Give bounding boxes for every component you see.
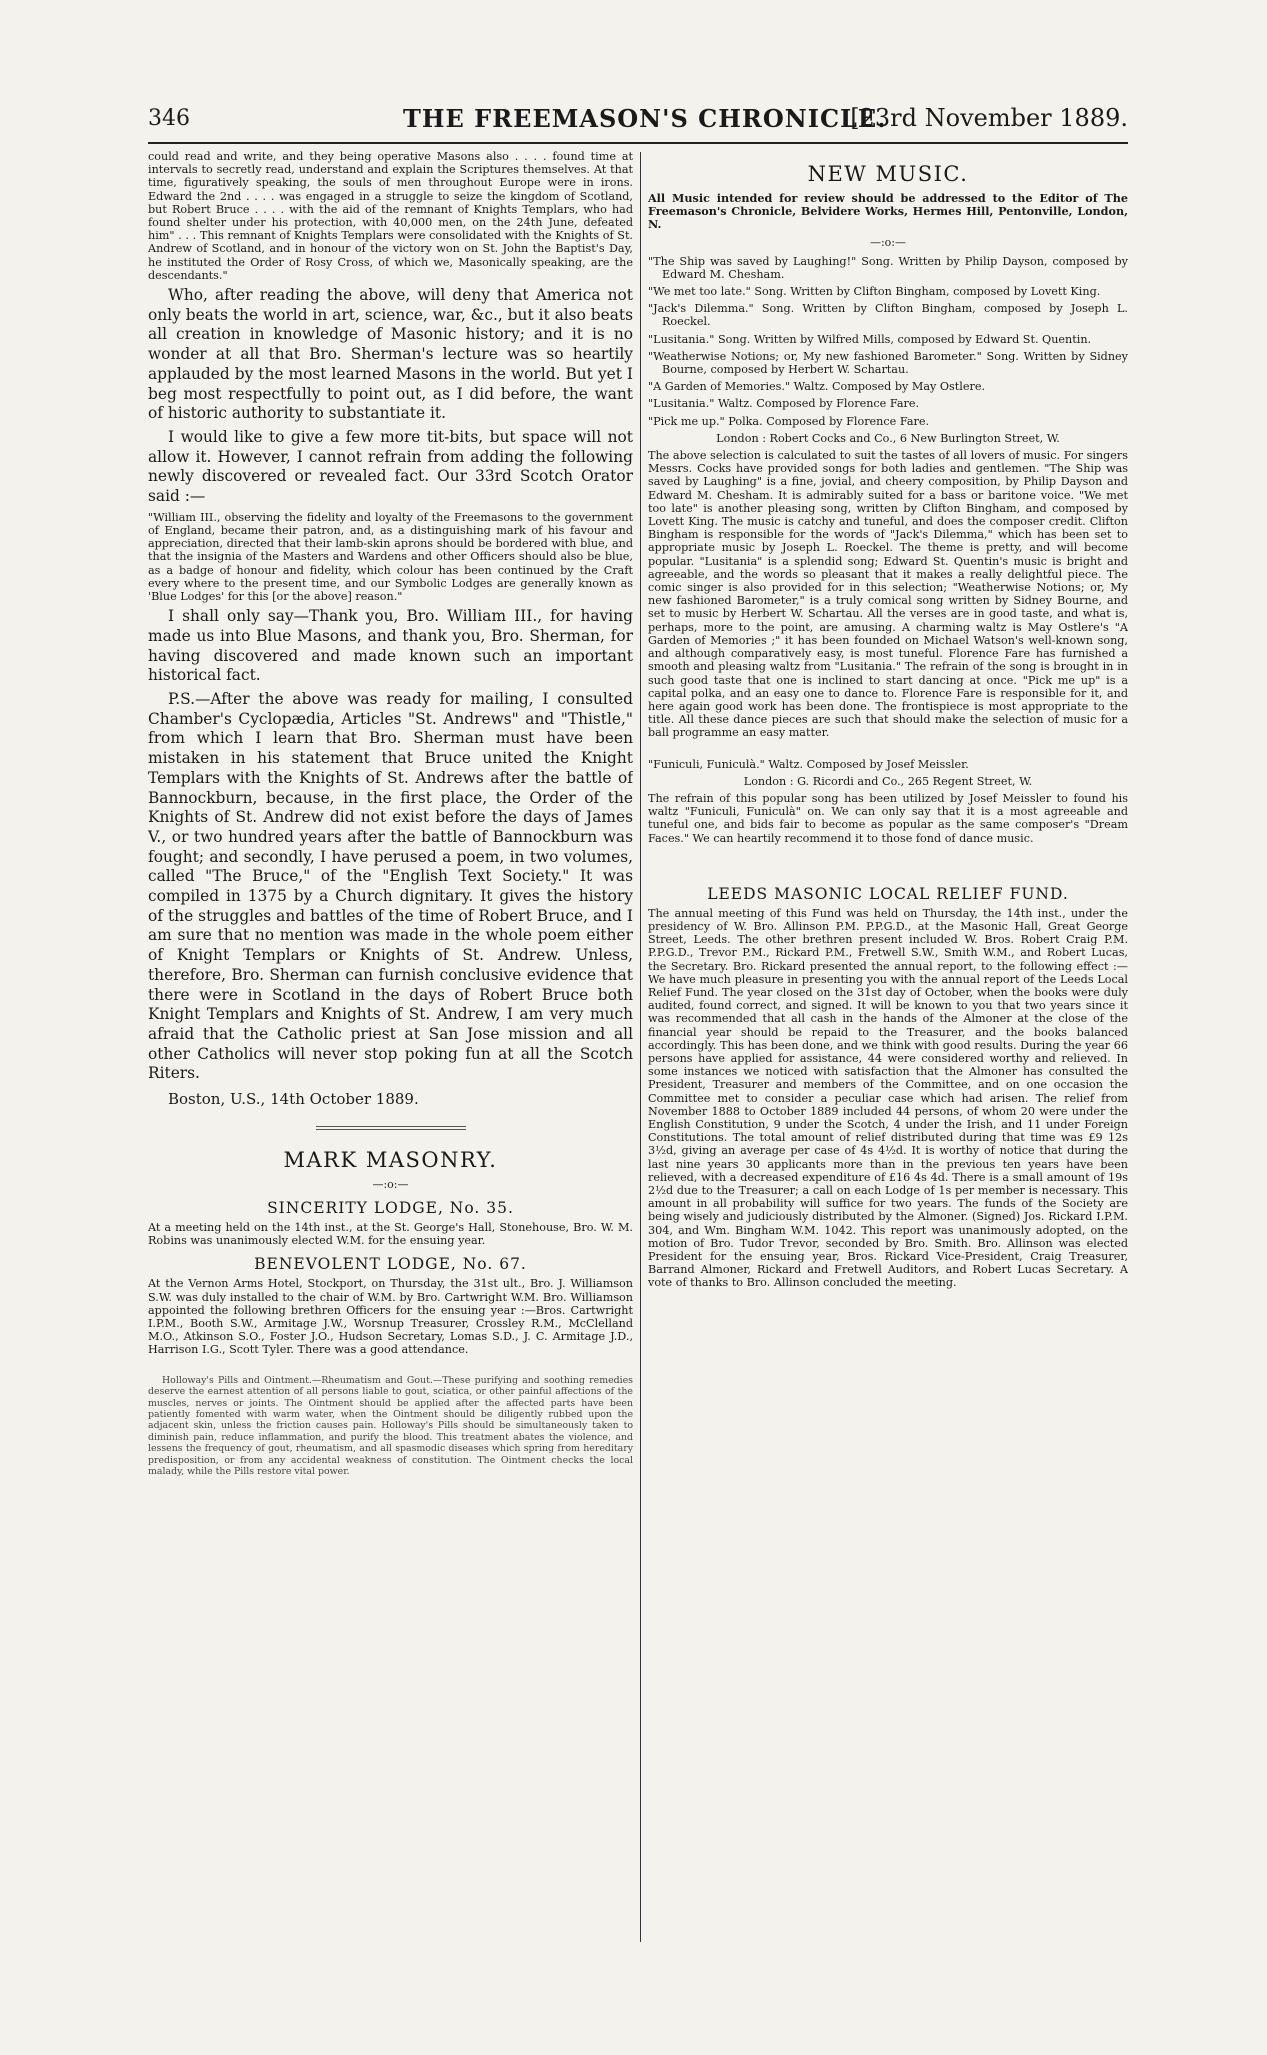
lodge-heading-sincerity: SINCERITY LODGE, No. 35. bbox=[267, 1199, 514, 1218]
song-entry: "Jack's Dilemma." Song. Written by Clifton Bingham, composed by Joseph L. Roeckel. bbox=[648, 302, 1128, 329]
quoted-passage: could read and write, and they being operative Masons also . . . . found time at intervals to secretly read, understand and explain the Scriptures themselves. At that time, figuratively speaking, the souls of men throughout Europe were in irons. Edward the 2nd . . . . was engaged in a struggle to seize the kingdom of Scotland, but Robert Bruce . . . . with the aid of the remnant of Knights Templars, who had found shelter under his protection, with 40,000 men, on the 24th June, defeated him" . . . This remnant of Knights Templars were consolidated with the Knights of St. Andrew of Scotland, and in honour of the victory won on St. John the Baptist's Day, he instituted the Order of Rosy Cross, of which we, Masonically speaking, are the descendants." bbox=[148, 150, 633, 282]
letter-signature: Boston, U.S., 14th October 1889. bbox=[168, 1090, 419, 1109]
quoted-passage: "William III., observing the fidelity and loyalty of the Freemasons to the government of England, became their patron, and, as a distinguishing mark of his favour and appreciation, directed that their lamb-skin aprons should be bordered with blue, and that the insignia of the Masters and Wardens and other Officers should also be blue, as a badge of honour and fidelity, which colour has been continued by the Craft every where to the present time, and our Symbolic Lodges are generally known as 'Blue Lodges' for this [or the above] reason." bbox=[148, 510, 633, 603]
music-review: The refrain of this popular song has been utilized by Josef Meissler to found his waltz "Funiculi, Funiculà" on. We can only say that it is a most agreeable and tuneful one, and bids fair to become as popular as the same composer's "Dream Faces." We can heartily recommend it to those fond of dance music. bbox=[648, 791, 1128, 845]
paragraph: I shall only say—Thank you, Bro. William III., for having made us into Blue Masons, and thank you, Bro. Sherman, for having discovered and made known such an important historical fact. bbox=[148, 607, 633, 685]
left-column bbox=[148, 150, 633, 1930]
ornament: —:o:— bbox=[372, 1178, 409, 1192]
song-entry: "We met too late." Song. Written by Clifton Bingham, composed by Lovett King. bbox=[648, 285, 1101, 299]
lodge-report: At the Vernon Arms Hotel, Stockport, on Thursday, the 31st ult., Bro. J. Williamson S.W. was duly installed to the chair of W.M. by Bro. Cartwright W.M. Bro. Williamson appointed the following brethren Officers for the ensuing year :—Bros. Cartwright I.P.M., Booth S.W., Armitage J.W., Worsnup Treasurer, Crossley R.M., McClelland M.O., Atkinson S.O., Foster J.O., Hudson Secretary, Lomas S.D., J. C. Armitage J.D., Harrison I.G., Scott Tyler. There was a good attendance. bbox=[148, 1277, 633, 1357]
publisher-line: London : G. Ricordi and Co., 265 Regent Street, W. bbox=[743, 774, 1033, 788]
relief-fund-report: The annual meeting of this Fund was held on Thursday, the 14th inst., under the presidency of W. Bro. Allinson P.M. P.P.G.D., at the Masonic Hall, Great George Street, Leeds. The other brethren present included W. Bros. Robert Craig P.M. P.P.G.D., Trevor P.M., Rickard P.M., Fretwell S.W., Smith W.M., and Robert Lucas, the Secretary. Bro. Rickard presented the annual report, to the following effect :—We have much pleasure in presenting you with the annual report of the Leeds Local Relief Fund. The year closed on the 31st day of October, when the books were duly audited, found correct, and signed. It will be known to you that two years since it was recommended that all cash in the hands of the Almoner at the close of the financial year should be repaid to the Treasurer, and the books balanced accordingly. This has been done, and we think with good results. During the year 66 persons have applied for assistance, 44 were considered worthy and relieved. In some instances we noticed with satisfaction that the Almoner has consulted the President, Treasurer and members of the Committee, and on one occasion the Committee met to consider a peculiar case which had arisen. The relief from November 1888 to October 1889 included 44 persons, of whom 20 were under the English Constitution, 9 under the Scotch, 4 under the Irish, and 11 under Foreign Constitutions. The total amount of relief distributed during that time was £9 12s 3½d, giving an average per case of 4s 4½d. It is worthy of notice that during the last nine years 30 applicants more than in the previous ten years have been relieved, with a decreased expenditure of £16 4s 4d. There is a small amount of 19s 2½d due to the Treasurer; a call on each Lodge of 1s per member is necessary. This amount in all probability will suffice for two years. The funds of the Society are being wisely and judiciously distributed by the Almoner. (Signed) Jos. Rickard I.P.M. 304, and Wm. Bingham W.M. 1042. This report was unanimously adopted, on the motion of Bro. Tudor Trevor, seconded by Bro. Smith. Bro. Allinson was elected President for the ensuing year, Bros. Rickard Vice-President, Craig Treasurer, Barrand Almoner, Rickard and Fretwell Auditors, and Robert Lucas Secretary. A vote of thanks to Bro. Allinson concluded the meeting. bbox=[648, 906, 1128, 1290]
song-entry: "Weatherwise Notions; or, My new fashioned Barometer." Song. Written by Sidney Bourne, composed by Herbert W. Schartau. bbox=[648, 349, 1128, 377]
masthead-title: THE FREEMASON'S CHRONICLE. bbox=[403, 104, 887, 133]
song-entry: "Pick me up." Polka. Composed by Florence Fare. bbox=[648, 414, 930, 428]
section-heading-new-music: NEW MUSIC. bbox=[807, 162, 969, 186]
ornament: —:o:— bbox=[869, 235, 907, 249]
page-header bbox=[148, 102, 1128, 144]
song-entry: "A Garden of Memories." Waltz. Composed by May Ostlere. bbox=[648, 380, 986, 394]
postscript: P.S.—After the above was ready for mailing, I consulted Chamber's Cyclopædia, Articles "St. Andrews" and "Thistle," from which I learn that Bro. Sherman must have been mistaken in his statement that Bruce united the Knight Templars with the Knights of St. Andrews after the battle of Bannockburn, because, in the first place, the Order of the Knights of St. Andrew did not exist before the days of James V., or two hundred years after the battle of Bannockburn was fought; and secondly, I have perused a poem, in two volumes, called "The Bruce," of the "English Text Society." It was compiled in 1375 by a Church dignitary. It gives the history of the struggles and battles of the time of Robert Bruce, and I am sure that no mention was made in the whole poem either of Knight Templars or Knights of St. Andrew. Unless, therefore, Bro. Sherman can furnish conclusive evidence that there were in Scotland in the days of Robert Bruce both Knight Templars and Knights of St. Andrew, I am very much afraid that the Catholic priest at San Jose mission and all other Catholics will never stop poking fun at all the Scotch Riters. bbox=[148, 690, 633, 1083]
music-review: The above selection is calculated to suit the tastes of all lovers of music. For singers Messrs. Cocks have provided songs for both ladies and gentlemen. "The Ship was saved by Laughing" is a fine, jovial, and cheery composition, by Philip Dayson and Edward M. Chesham. It is admirably suited for a bass or baritone voice. "We met too late" is another pleasing song, written by Clifton Bingham, and composed by Lovett King. The music is catchy and tuneful, and does the composer credit. Clifton Bingham is responsible for the words of "Jack's Dilemma," which has been set to appropriate music by Joseph L. Roeckel. The theme is pretty, and will become popular. "Lusitania" is a splendid song; Edward St. Quentin's music is bright and agreeable, and the words so pleasant that it makes a really delightful piece. The comic singer is also provided for in this selection; "Weatherwise Notions; or, My new fashioned Barometer," is a truly comical song written by Sidney Bourne, and set to music by Herbert W. Schartau. All the verses are in good taste, and what is, perhaps, more to the point, are amusing. A charming waltz is May Ostlere's "A Garden of Memories ;" it has been founded on Michael Watson's well-known song, and although comparatively easy, is most tuneful. Florence Fare has furnished a smooth and pleasing waltz from "Lusitania." The refrain of the song is brought in in such good taste that one is inclined to start dancing at once. "Pick me up" is a capital polka, and an easy one to dance to. Florence Fare is responsible for it, and here again good work has been done. The frontispiece is most appropriate to the title. All these dance pieces are such that should make the selection of music for a ball programme an easy matter. bbox=[648, 449, 1128, 740]
paragraph: I would like to give a few more tit-bits, but space will not allow it. However, I cannot refrain from adding the following newly discovered or revealed fact. Our 33rd Scotch Orator said :— bbox=[148, 427, 633, 506]
song-entry: "The Ship was saved by Laughing!" Song. Written by Philip Dayson, composed by Edward M. Chesham. bbox=[648, 254, 1128, 281]
song-entry: "Funiculi, Funiculà." Waltz. Composed by Josef Meissler. bbox=[648, 757, 969, 771]
section-heading-mark-masonry: MARK MASONRY. bbox=[283, 1148, 498, 1173]
song-entry: "Lusitania." Waltz. Composed by Florence Fare. bbox=[648, 397, 920, 411]
song-entry: "Lusitania." Song. Written by Wilfred Mills, composed by Edward St. Quentin. bbox=[648, 332, 1092, 346]
advertisement: Holloway's Pills and Ointment.—Rheumatism and Gout.—These purifying and soothing remedies deserve the earnest attention of all persons liable to gout, sciatica, or other painful affections of the muscles, nerves or joints. The Ointment should be applied after the affected parts have been patiently fomented with warm water, when the Ointment should be diligently rubbed upon the adjacent skin, unless the friction causes pain. Holloway's Pills should be simultaneously taken to diminish pain, reduce inflammation, and purify the blood. This treatment abates the violence, and lessens the frequency of gout, rheumatism, and all spasmodic diseases which spring from hereditary predisposition, or from any accidental weakness of constitution. The Ointment checks the local malady, while the Pills restore vital power. bbox=[148, 1374, 633, 1477]
lodge-report: At a meeting held on the 14th inst., at the St. George's Hall, Stonehouse, Bro. W. M. Robins was unanimously elected W.M. for the ensuing year. bbox=[148, 1221, 633, 1248]
publisher-line: London : Robert Cocks and Co., 6 New Burlington Street, W. bbox=[716, 431, 1060, 445]
right-column bbox=[648, 150, 1128, 1980]
music-intro: All Music intended for review should be addressed to the Editor of The Freemason's Chronicle, Belvidere Works, Hermes Hill, Pentonville, London, N. bbox=[648, 191, 1128, 232]
section-heading-leeds-relief: LEEDS MASONIC LOCAL RELIEF FUND. bbox=[707, 884, 1069, 903]
page-number: 346 bbox=[148, 106, 190, 131]
paragraph: Who, after reading the above, will deny that America not only beats the world in art, science, war, &c., but it also beats all creation in knowledge of Masonic history; and it is no wonder at all that Bro. Sherman's lecture was so heartily applauded by the most learned Masons in the world. But yet I beg most respectfully to point out, as I did before, the want of historic authority to substantiate it. bbox=[148, 286, 633, 423]
section-separator bbox=[316, 1126, 466, 1130]
lodge-heading-benevolent: BENEVOLENT LODGE, No. 67. bbox=[254, 1255, 527, 1274]
issue-date: [23rd November 1889. bbox=[850, 104, 1128, 132]
column-divider bbox=[640, 152, 641, 1942]
